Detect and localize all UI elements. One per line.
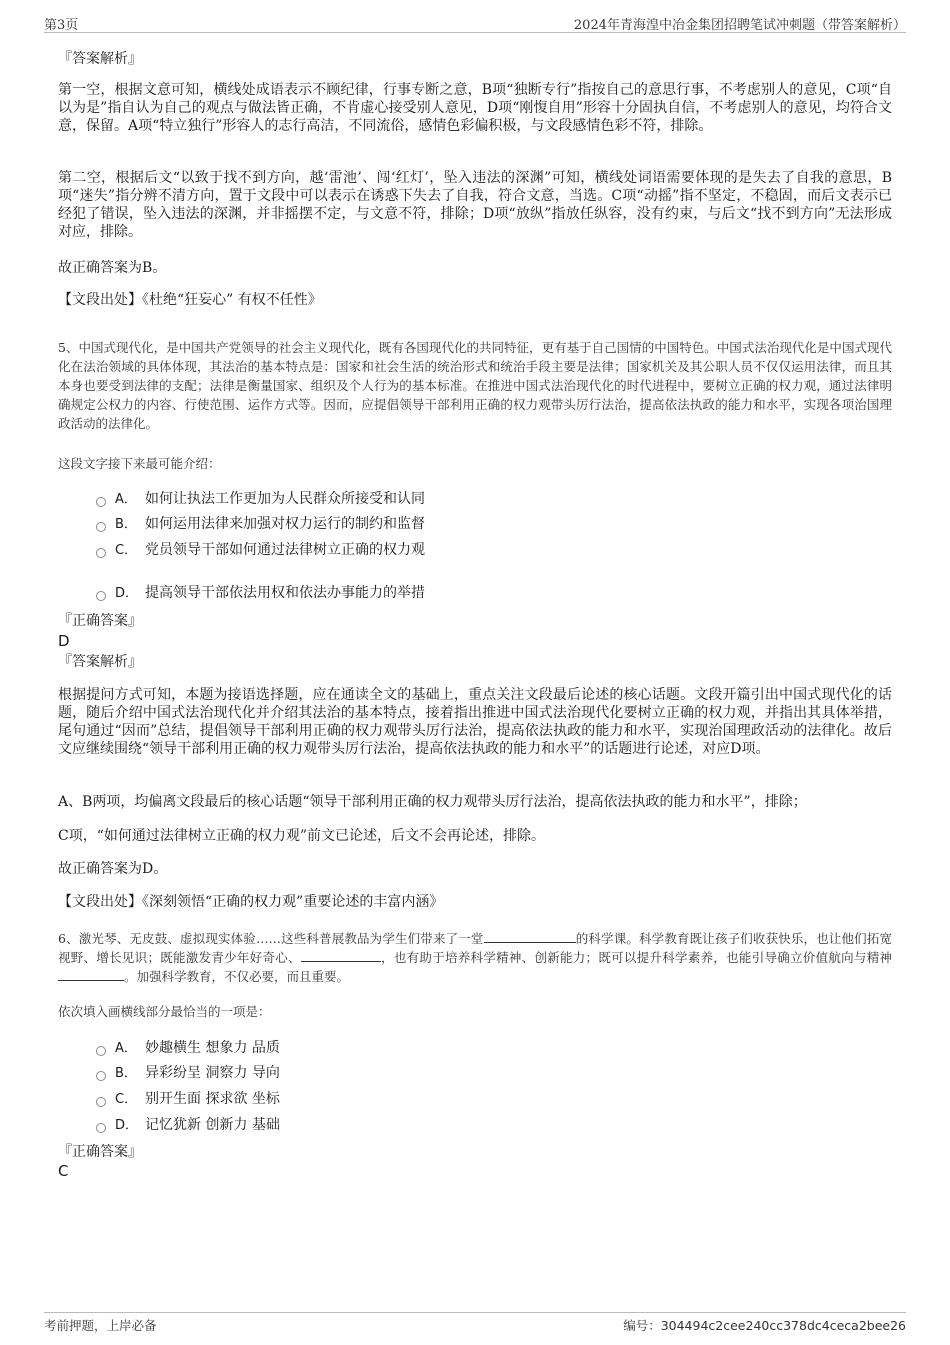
- option-text: 妙趣横生 想象力 品质: [145, 1040, 280, 1056]
- q6-text-part-3: ，也有助于培养科学精神、创新能力；既可以提升科学素养，也能引导确立价值航向与精神: [380, 950, 892, 965]
- option-letter: A．: [115, 1041, 137, 1056]
- q6-prompt: 依次填入画横线部分最恰当的一项是：: [58, 1004, 271, 1019]
- option-letter: D．: [115, 1118, 139, 1133]
- radio-icon[interactable]: [96, 1071, 106, 1081]
- document-code: [623, 1316, 906, 1334]
- fill-blank-3: [58, 968, 124, 981]
- q5-option-a[interactable]: [96, 490, 425, 509]
- q5-conclusion: 故正确答案为D。: [58, 861, 168, 877]
- q6-text-part-2: 的科学课。科学教育既让孩子们收获快乐，也让他们拓宽视野、增长见识；既能激发青少年好奇心、: [58, 931, 892, 965]
- q5-question-text: 5、中国式现代化，是中国共产党领导的社会主义现代化，既有各国现代化的共同特征，更有基于自己国情的中国特色。中国式法治现代化是中国式现代化在法治领域的具体体现，其法治的基本特点是：国家和社会生活的统治形式和统治手段主要是法律；国家机关及其公职人员不仅仅运用法律，而且其本身也要受到法律的支配；法律是衡量国家、组织及个人行为的基本标准。在推进中国式法治现代化的时代进程中，要树立正确的权力观，通过法律明确规定公权力的内容、行使范围、运作方式等。因而，应提倡领导干部利用正确的权力观带头厉行法治，提高依法执政的能力和水平，实现各项治国理政活动的法律化。: [58, 340, 892, 431]
- q6-option-a[interactable]: [96, 1039, 280, 1058]
- option-text: 别开生面 探求欲 坐标: [145, 1091, 280, 1107]
- q5-analysis-label: 『答案解析』: [58, 654, 142, 670]
- q6-text-part-4: 。加强科学教育，不仅必要，而且重要。: [124, 969, 350, 984]
- radio-icon[interactable]: [96, 1097, 106, 1107]
- q4-analysis-label: 『答案解析』: [58, 51, 142, 67]
- option-letter: B．: [115, 1066, 137, 1081]
- radio-icon[interactable]: [96, 1046, 106, 1056]
- page-footer: [44, 1312, 906, 1335]
- q6-answer-label: 『正确答案』: [58, 1144, 142, 1160]
- q5-analysis-p2: A、B两项，均偏离文段最后的核心话题“领导干部利用正确的权力观带头厉行法治，提高依法执政的能力和水平”，排除；: [58, 794, 807, 810]
- q6-option-b[interactable]: [96, 1064, 280, 1083]
- option-letter: C．: [115, 543, 138, 558]
- option-letter: A．: [115, 492, 137, 507]
- code-label: 编号：: [623, 1318, 661, 1333]
- q5-analysis-p1: 根据提问方式可知，本题为接语选择题，应在通读全文的基础上，重点关注文段最后论述的核心话题。文段开篇引出中国式现代化的话题，随后介绍中国式法治现代化并介绍其法治的基本特点，接着指出推进中国式法治现代化要树立正确的权力观，并指出其具体举措，尾句通过“因而”总结，提倡领导干部利用正确的权力观带头厉行法治，提高依法执政的能力和水平，实现治国理政活动的法律化。故后文应继续围绕“领导干部利用正确的权力观带头厉行法治，提高依法执政的能力和水平”的话题进行论述，对应D项。: [58, 687, 892, 757]
- q4-conclusion: 故正确答案为B。: [58, 260, 167, 276]
- page-number: 第3页: [44, 18, 79, 33]
- q4-analysis-p2: 第二空，根据后文“以致于找不到方向，越‘雷池’、闯‘红灯’，坠入违法的深渊”可知，横线处词语需要体现的是失去了自我的意思，B项“迷失”指分辨不清方向，置于文段中可以表示在诱惑下失去了自我，符合文意，当选。C项“动摇”指不坚定，不稳固，而后文表示已经犯了错误，坠入违法的深渊，并非摇摆不定，与文意不符，排除；D项“放纵”指放任纵容，没有约束，与后文“找不到方向”无法形成对应，排除。: [58, 170, 892, 240]
- q5-option-b[interactable]: [96, 515, 425, 534]
- radio-icon[interactable]: [96, 497, 106, 507]
- q6-text-part-1: 6、激光琴、无皮鼓、虚拟现实体验……这些科普展教品为学生们带来了一堂: [58, 931, 484, 946]
- radio-icon[interactable]: [96, 522, 106, 532]
- q5-analysis-p3: C项，“如何通过法律树立正确的权力观”前文已论述，后文不会再论述，排除。: [58, 828, 546, 844]
- option-text: 如何让执法工作更加为人民群众所接受和认同: [145, 491, 425, 507]
- fill-blank-2: [301, 949, 381, 962]
- q4-analysis-p1: 第一空，根据文意可知，横线处成语表示不顾纪律，行事专断之意，B项“独断专行”指按自己的意思行事，不考虑别人的意见，C项“自以为是”指自认为自己的观点与做法皆正确，不肯虚心接受别人意见，D项“刚愎自用”形容十分固执自信，不考虑别人的意见，均符合文意，保留。A项“特立独行”形容人的志行高洁，不同流俗，感情色彩偏积极，与文段感情色彩不符，排除。: [58, 82, 892, 134]
- option-text: 如何运用法律来加强对权力运行的制约和监督: [145, 516, 425, 532]
- option-text: 记忆犹新 创新力 基础: [145, 1117, 280, 1133]
- document-title: 2024年青海湟中冶金集团招聘笔试冲刺题（带答案解析）: [573, 18, 906, 33]
- q6-option-c[interactable]: [96, 1090, 280, 1109]
- q5-answer: D: [58, 632, 70, 650]
- q5-option-d[interactable]: [96, 584, 425, 603]
- q6-answer: C: [58, 1162, 69, 1180]
- radio-icon[interactable]: [96, 1123, 106, 1133]
- q4-source: 【文段出处】《杜绝“狂妄心” 有权不任性》: [58, 292, 322, 308]
- option-letter: B．: [115, 517, 137, 532]
- q5-prompt: 这段文字接下来最可能介绍：: [58, 456, 221, 471]
- option-text: 提高领导干部依法用权和依法办事能力的举措: [145, 585, 425, 601]
- option-text: 党员领导干部如何通过法律树立正确的权力观: [145, 542, 425, 558]
- q5-source: 【文段出处】《深刻领悟“正确的权力观”重要论述的丰富内涵》: [58, 894, 444, 910]
- code-value: 304494c2cee240cc378dc4ceca2bee26: [660, 1318, 906, 1333]
- q6-option-d[interactable]: [96, 1116, 280, 1135]
- fill-blank-1: [484, 930, 576, 943]
- q5-option-c[interactable]: [96, 541, 425, 560]
- q5-answer-label: 『正确答案』: [58, 613, 142, 629]
- q6-question-text: [58, 929, 892, 986]
- option-text: 异彩纷呈 洞察力 导向: [145, 1065, 280, 1081]
- radio-icon[interactable]: [96, 591, 106, 601]
- option-letter: C．: [115, 1092, 138, 1107]
- radio-icon[interactable]: [96, 548, 106, 558]
- page-header: [44, 12, 906, 33]
- footer-slogan: 考前押题，上岸必备: [44, 1318, 157, 1333]
- option-letter: D．: [115, 586, 139, 601]
